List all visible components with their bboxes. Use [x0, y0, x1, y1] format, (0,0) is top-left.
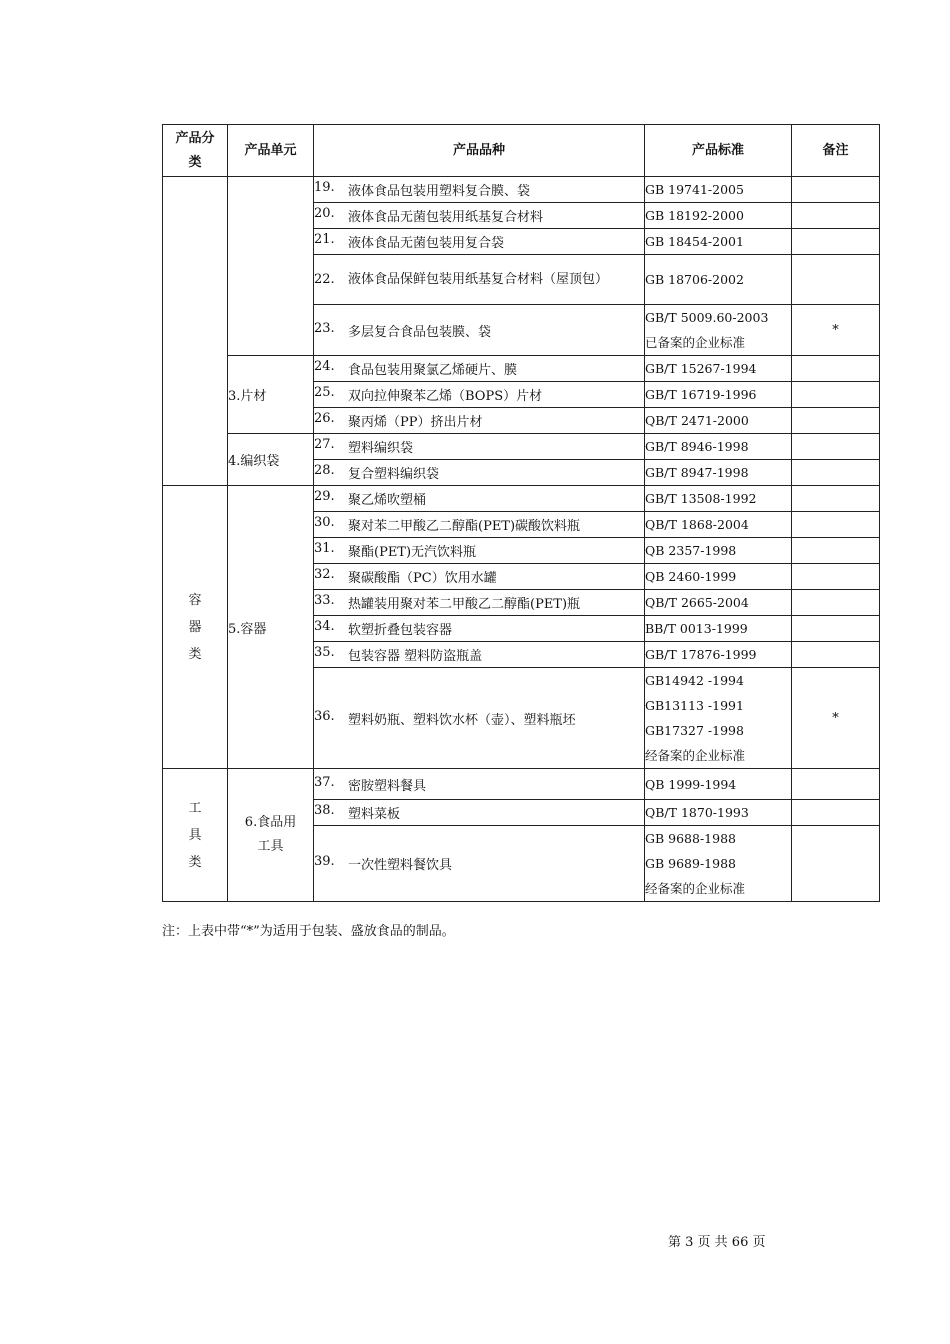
- note-cell: [792, 642, 880, 668]
- note-cell: [792, 538, 880, 564]
- header-category: 产品分类: [163, 125, 228, 177]
- category-cell: [163, 177, 228, 486]
- header-variety: 产品品种: [314, 125, 645, 177]
- variety-cell: 39. 一次性塑料餐饮具: [314, 826, 645, 902]
- variety-cell: 19. 液体食品包装用塑料复合膜、袋: [314, 177, 645, 203]
- standard-cell: GB 18454-2001: [645, 229, 792, 255]
- variety-cell: 28. 复合塑料编织袋: [314, 460, 645, 486]
- note-cell: [792, 408, 880, 434]
- header-note: 备注: [792, 125, 880, 177]
- product-standards-table: [162, 124, 880, 902]
- standard-cell: BB/T 0013-1999: [645, 616, 792, 642]
- table-row: [163, 434, 880, 460]
- note-cell: [792, 769, 880, 800]
- unit-cell: 6.食品用 工具: [228, 769, 314, 902]
- variety-cell: 38. 塑料菜板: [314, 800, 645, 826]
- standard-cell: GB/T 5009.60-2003 已备案的企业标准: [645, 305, 792, 356]
- note-cell: [792, 434, 880, 460]
- note-cell: [792, 382, 880, 408]
- table-row: [163, 177, 880, 203]
- note-cell: [792, 564, 880, 590]
- variety-cell: 26. 聚丙烯（PP）挤出片材: [314, 408, 645, 434]
- unit-cell: 3.片材: [228, 356, 314, 434]
- note-cell: [792, 356, 880, 382]
- category-cell: 容 器 类: [163, 486, 228, 769]
- variety-cell: 24. 食品包装用聚氯乙烯硬片、膜: [314, 356, 645, 382]
- variety-cell: 29. 聚乙烯吹塑桶: [314, 486, 645, 512]
- note-cell: [792, 229, 880, 255]
- variety-cell: 20. 液体食品无菌包装用纸基复合材料: [314, 203, 645, 229]
- standard-cell: QB/T 1870-1993: [645, 800, 792, 826]
- variety-cell: 33. 热罐装用聚对苯二甲酸乙二醇酯(PET)瓶: [314, 590, 645, 616]
- header-unit: 产品单元: [228, 125, 314, 177]
- standard-cell: GB 18192-2000: [645, 203, 792, 229]
- standard-cell: GB 9688-1988 GB 9689-1988 经备案的企业标准: [645, 826, 792, 902]
- unit-cell: [228, 177, 314, 356]
- standard-cell: GB/T 17876-1999: [645, 642, 792, 668]
- page-number: 第 3 页 共 66 页: [668, 1235, 766, 1250]
- standard-cell: GB14942 -1994 GB13113 -1991 GB17327 -1998 经备案的企业标准: [645, 668, 792, 769]
- variety-cell: 32. 聚碳酸酯（PC）饮用水罐: [314, 564, 645, 590]
- note-cell: [792, 800, 880, 826]
- variety-cell: 30. 聚对苯二甲酸乙二醇酯(PET)碳酸饮料瓶: [314, 512, 645, 538]
- standard-cell: QB/T 2665-2004: [645, 590, 792, 616]
- note-cell: [792, 616, 880, 642]
- note-cell: [792, 460, 880, 486]
- standard-cell: GB/T 13508-1992: [645, 486, 792, 512]
- standard-cell: GB 18706-2002: [645, 255, 792, 305]
- unit-cell: 4.编织袋: [228, 434, 314, 486]
- variety-cell: 36. 塑料奶瓶、塑料饮水杯（壶）、塑料瓶坯: [314, 668, 645, 769]
- variety-cell: 34. 软塑折叠包装容器: [314, 616, 645, 642]
- note-cell: [792, 177, 880, 203]
- variety-cell: 35. 包装容器 塑料防盗瓶盖: [314, 642, 645, 668]
- standard-cell: QB 2460-1999: [645, 564, 792, 590]
- standard-cell: QB 1999-1994: [645, 769, 792, 800]
- unit-cell: 5.容器: [228, 486, 314, 769]
- note-cell: *: [792, 305, 880, 356]
- variety-cell: 31. 聚酯(PET)无汽饮料瓶: [314, 538, 645, 564]
- table-row: [163, 769, 880, 800]
- note-cell: [792, 826, 880, 902]
- note-cell: *: [792, 668, 880, 769]
- note-cell: [792, 203, 880, 229]
- note-cell: [792, 590, 880, 616]
- standard-cell: GB/T 15267-1994: [645, 356, 792, 382]
- standard-cell: QB 2357-1998: [645, 538, 792, 564]
- category-cell: 工 具 类: [163, 769, 228, 902]
- header-standard: 产品标准: [645, 125, 792, 177]
- note-cell: [792, 255, 880, 305]
- variety-cell: 23. 多层复合食品包装膜、袋: [314, 305, 645, 356]
- standard-cell: GB/T 8947-1998: [645, 460, 792, 486]
- table-row: [163, 486, 880, 512]
- table-footnote: 注：上表中带“*”为适用于包装、盛放食品的制品。: [162, 924, 455, 939]
- variety-cell: 21. 液体食品无菌包装用复合袋: [314, 229, 645, 255]
- note-cell: [792, 486, 880, 512]
- standard-cell: QB/T 1868-2004: [645, 512, 792, 538]
- variety-cell: 37. 密胺塑料餐具: [314, 769, 645, 800]
- note-cell: [792, 512, 880, 538]
- standard-cell: GB/T 8946-1998: [645, 434, 792, 460]
- standard-cell: GB 19741-2005: [645, 177, 792, 203]
- table-row: [163, 356, 880, 382]
- variety-cell: 27. 塑料编织袋: [314, 434, 645, 460]
- variety-cell: 22. 液体食品保鲜包装用纸基复合材料（屋顶包）: [314, 255, 645, 305]
- standard-cell: GB/T 16719-1996: [645, 382, 792, 408]
- standard-cell: QB/T 2471-2000: [645, 408, 792, 434]
- variety-cell: 25. 双向拉伸聚苯乙烯（BOPS）片材: [314, 382, 645, 408]
